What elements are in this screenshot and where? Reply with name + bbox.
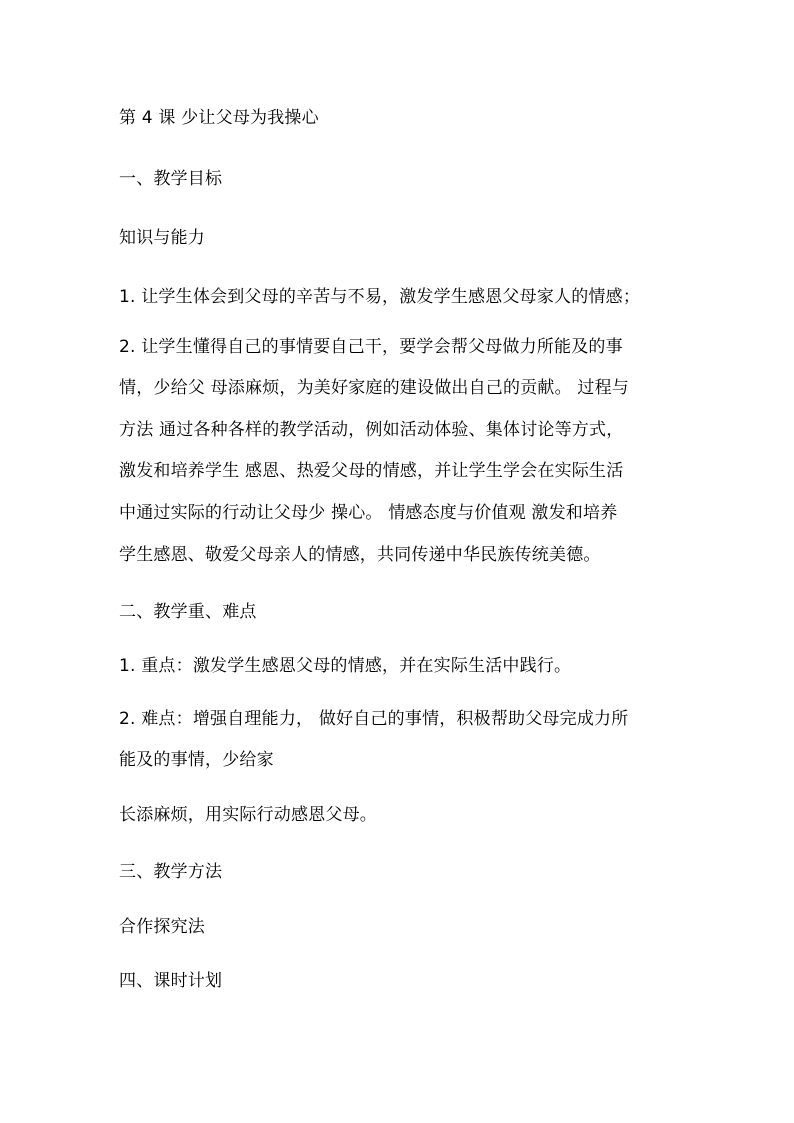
difficulty-continuation: 长添麻烦，用实际行动感恩父母。 xyxy=(119,805,377,825)
goal-2-line-4: 激发和培养学生 感恩、热爱父母的情感，并让学生学会在实际生活 xyxy=(119,461,624,481)
goal-2-line-3: 方法 通过各种各样的教学活动，例如活动体验、集体讨论等方式， xyxy=(119,420,624,440)
goal-2-line-2: 情，少给父 母添麻烦，为美好家庭的建设做出自己的贡献。 过程与 xyxy=(119,378,630,398)
section-heading-methods: 三、教学方法 xyxy=(119,862,223,882)
difficulty-line-1: 2. 难点：增强自理能力， 做好自己的事情，积极帮助父母完成力所 xyxy=(119,709,629,729)
section-heading-objectives: 一、教学目标 xyxy=(119,169,223,189)
method-text: 合作探究法 xyxy=(119,917,205,937)
key-point: 1. 重点：激发学生感恩父母的情感，并在实际生活中践行。 xyxy=(119,656,572,676)
goal-2-line-1: 2. 让学生懂得自己的事情要自己干，要学会帮父母做力所能及的事 xyxy=(119,337,623,357)
section-heading-key-difficult: 二、教学重、难点 xyxy=(119,602,257,622)
goal-1: 1. 让学生体会到父母的辛苦与不易，激发学生感恩父母家人的情感； xyxy=(119,287,641,307)
lesson-title: 第 4 课 少让父母为我操心 xyxy=(119,108,319,128)
section-heading-schedule: 四、课时计划 xyxy=(119,971,223,991)
difficulty-line-2: 能及的事情，少给家 xyxy=(119,750,274,770)
goal-2-line-5: 中通过实际的行动让父母少 操心。 情感态度与价值观 激发和培养 xyxy=(119,503,618,523)
subheading-knowledge-ability: 知识与能力 xyxy=(119,228,205,248)
goal-2-line-6: 学生感恩、敬爱父母亲人的情感，共同传递中华民族传统美德。 xyxy=(119,545,601,565)
